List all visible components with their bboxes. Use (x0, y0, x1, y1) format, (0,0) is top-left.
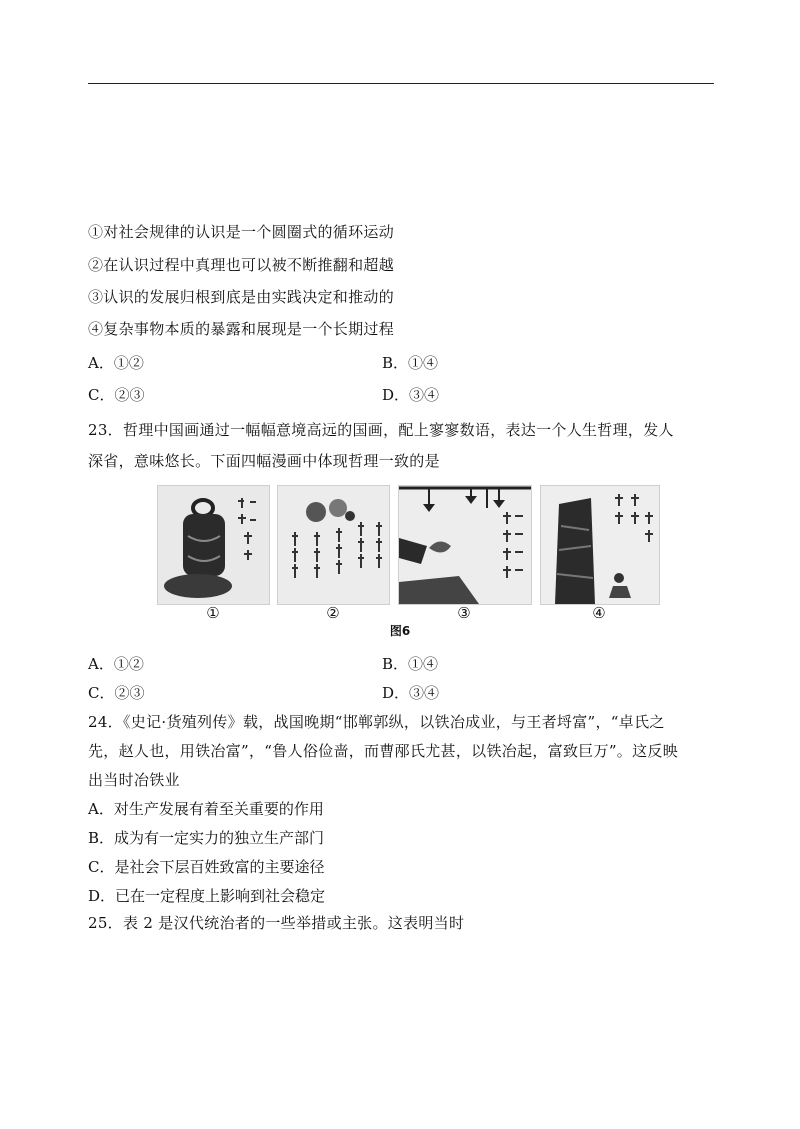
q23-option-c[interactable]: C．②③ (88, 684, 145, 702)
q22-option-d[interactable]: D．③④ (382, 386, 440, 404)
panel-2-painting (278, 486, 389, 604)
q24-stem-line-1: 24．《史记·货殖列传》载，战国晚期“邯郸郭纵，以铁冶成业，与王者埒富”，“卓氏之 (88, 713, 665, 731)
q22-statement-3: ③认识的发展归根到底是由实践决定和推动的 (88, 288, 395, 306)
q23-option-a[interactable]: A．①② (88, 655, 144, 673)
q24-stem-line-3: 出当时冶铁业 (88, 771, 180, 789)
figure-label-4: ④ (592, 604, 606, 622)
q24-option-b[interactable]: B．成为有一定实力的独立生产部门 (88, 829, 325, 847)
header-rule (88, 83, 714, 84)
figure-label-3: ③ (457, 604, 471, 622)
q25-stem-line-1: 25．表 2 是汉代统治者的一些举措或主张。这表明当时 (88, 914, 465, 932)
q22-statement-4: ④复杂事物本质的暴露和展现是一个长期过程 (88, 320, 395, 338)
q24-option-c[interactable]: C．是社会下层百姓致富的主要途径 (88, 858, 325, 876)
figure-panel-3 (398, 485, 532, 605)
q24-option-d[interactable]: D．已在一定程度上影响到社会稳定 (88, 887, 326, 905)
figure-panel-4 (540, 485, 660, 605)
q23-stem-line-2: 深省，意味悠长。下面四幅漫画中体现哲理一致的是 (88, 452, 440, 470)
q22-statement-1: ①对社会规律的认识是一个圆圈式的循环运动 (88, 223, 395, 241)
q22-statement-2: ②在认识过程中真理也可以被不断推翻和超越 (88, 256, 395, 274)
q22-option-c[interactable]: C．②③ (88, 386, 145, 404)
figure-label-2: ② (326, 604, 340, 622)
panel-1-painting (158, 486, 269, 604)
figure-caption: 图6 (389, 624, 411, 638)
panel-3-painting (399, 486, 531, 604)
figure-panel-1 (157, 485, 270, 605)
q22-option-b[interactable]: B．①④ (382, 354, 439, 372)
q23-option-d[interactable]: D．③④ (382, 684, 440, 702)
figure-panel-2 (277, 485, 390, 605)
q24-stem-line-2: 先，赵人也，用铁冶富”，“鲁人俗俭啬，而曹邴氏尤甚，以铁冶起，富致巨万”。这反映 (88, 742, 679, 760)
figure-label-1: ① (206, 604, 220, 622)
q22-option-a[interactable]: A．①② (88, 354, 144, 372)
q23-stem-line-1: 23．哲理中国画通过一幅幅意境高远的国画，配上寥寥数语，表达一个人生哲理，发人 (88, 421, 674, 439)
q23-option-b[interactable]: B．①④ (382, 655, 439, 673)
q24-option-a[interactable]: A．对生产发展有着至关重要的作用 (88, 800, 324, 818)
panel-4-painting (541, 486, 659, 604)
